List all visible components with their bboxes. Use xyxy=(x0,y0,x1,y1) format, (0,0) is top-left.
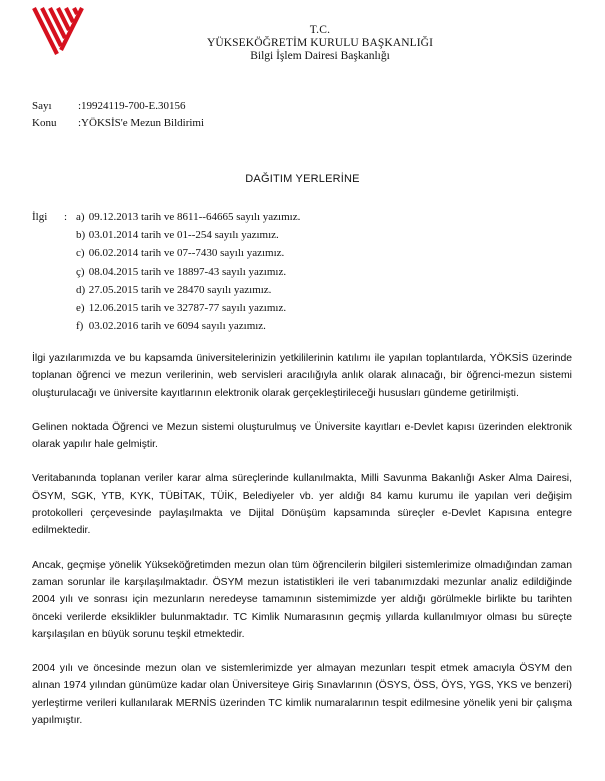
reference-item-letter: f) xyxy=(76,320,84,333)
reference-item xyxy=(76,244,300,262)
header-tc: T.C. xyxy=(309,24,331,36)
meta-sayi-value: :19924119-700-E.30156 xyxy=(78,100,186,112)
meta-konu-value: :YÖKSİS'e Mezun Bildirimi xyxy=(78,117,205,129)
meta-row-sayi xyxy=(32,98,204,115)
document-title: DAĞITIM YERLERİNE xyxy=(245,173,360,185)
body-paragraph: Ancak, geçmişe yönelik Yükseköğretimden mezun olan tüm öğrencilerin bilgileri sistemlerimize olmadığından zaman zaman sorunlar ile karşılaşılmaktadır. ÖSYM mezun istatistikleri ile veri tabanımızdaki mezunlar analiz edildiğinde 2004 yılı ve sonrası için mezunların neredeyse tamamının sistemimizde yer aldığı görülmekle birlikte bu tarihten önceki verilerde eksiklikler bulunmaktadır. TC Kimlik Numarasının geçmiş yıllarda kullanılmıyor olması bu süreçte karşılaşılan en büyük sorunu teşkil etmektedir. xyxy=(32,559,572,640)
reference-item-letter: ç) xyxy=(76,265,85,278)
reference-list xyxy=(32,208,300,335)
reference-colon: : xyxy=(64,211,68,223)
reference-item-letter: b) xyxy=(76,229,86,242)
reference-item-text: 03.02.2016 tarih ve 6094 sayılı yazımız. xyxy=(88,320,266,333)
reference-item xyxy=(76,299,300,317)
reference-item-text: 03.01.2014 tarih ve 01--254 sayılı yazımız. xyxy=(88,229,279,242)
meta-sayi-label: Sayı xyxy=(32,100,52,112)
header-department: Bilgi İşlem Dairesi Başkanlığı xyxy=(250,50,390,62)
reference-item-text: 06.02.2014 tarih ve 07--7430 sayılı yazımız. xyxy=(88,247,285,260)
reference-item-text: 12.06.2015 tarih ve 32787-77 sayılı yazımız. xyxy=(88,302,287,315)
meta-konu-label: Konu xyxy=(32,117,57,129)
reference-item xyxy=(76,317,300,335)
reference-item-text: 08.04.2015 tarih ve 18897-43 sayılı yazımız. xyxy=(88,265,287,278)
reference-item-text: 27.05.2015 tarih ve 28470 sayılı yazımız. xyxy=(88,283,272,296)
header-organization: YÜKSEKÖĞRETİM KURULU BAŞKANLIĞI xyxy=(206,37,434,49)
reference-item xyxy=(76,208,300,226)
reference-item-letter: e) xyxy=(76,302,85,315)
body-paragraph: İlgi yazılarımızda ve bu kapsamda üniversitelerinizin yetkililerinin katılımı ile yapılan toplantılarda, YÖKSİS üzerinde toplanan öğrenci ve mezun verilerinin, web servisleri aracılığıyla anlık olarak alınacağı, bir öğrenci-mezun sistemi oluşturulacağı ve üniversite kayıtlarının elektronik olarak gerçekleştirileceği hususları gündeme getirilmişti. xyxy=(32,353,572,399)
reference-item-letter: c) xyxy=(76,247,85,260)
document-body xyxy=(32,350,572,746)
reference-label: İlgi xyxy=(32,211,48,223)
body-paragraph: 2004 yılı ve öncesinde mezun olan ve sistemlerimizde yer almayan mezunları tespit etmek amacıyla ÖSYM den alınan 1974 yılından günümüze kadar olan Üniversiteye Giriş Sınavlarının (ÖSYS, ÖSS, ÖYS, YGS, YKS ve benzeri) yerleştirme verileri kullanılarak MERNİS üzerinden TC kimlik numaralarının tespit edilmesine yönelik yeni bir çalışma yapılmıştır. xyxy=(32,663,572,727)
reference-item-text: 09.12.2013 tarih ve 8611--64665 sayılı yazımız. xyxy=(88,211,301,223)
reference-item xyxy=(76,226,300,244)
body-paragraph: Gelinen noktada Öğrenci ve Mezun sistemi oluşturulmuş ve Üniversite kayıtları e-Devlet kapısı üzerinden elektronik olarak yapılır hale gelmiştir. xyxy=(32,421,572,451)
meta-row-konu xyxy=(32,115,204,132)
reference-item-letter: a) xyxy=(76,211,85,223)
reference-item xyxy=(76,281,300,299)
reference-row xyxy=(32,208,300,335)
document-meta xyxy=(32,98,204,132)
reference-item-letter: d) xyxy=(76,283,86,296)
reference-items xyxy=(76,208,300,335)
body-paragraph: Veritabanında toplanan veriler karar alma süreçlerinde kullanılmakta, Milli Savunma Bakanlığı Asker Alma Dairesi, ÖSYM, SGK, YTB, KYK, TÜBİTAK, TÜİK, Belediyeler vb. yer aldığı 84 kamu kurumu ile yapılan veri değişim protokolleri çerçevesinde paylaşılmakta ve Dijital Dönüşüm kapsamında süreçler e-Devlet Kapısına entegre edilmektedir. xyxy=(32,473,572,537)
reference-item xyxy=(76,263,300,281)
yok-logo-icon xyxy=(32,6,84,56)
letterhead xyxy=(190,24,450,63)
